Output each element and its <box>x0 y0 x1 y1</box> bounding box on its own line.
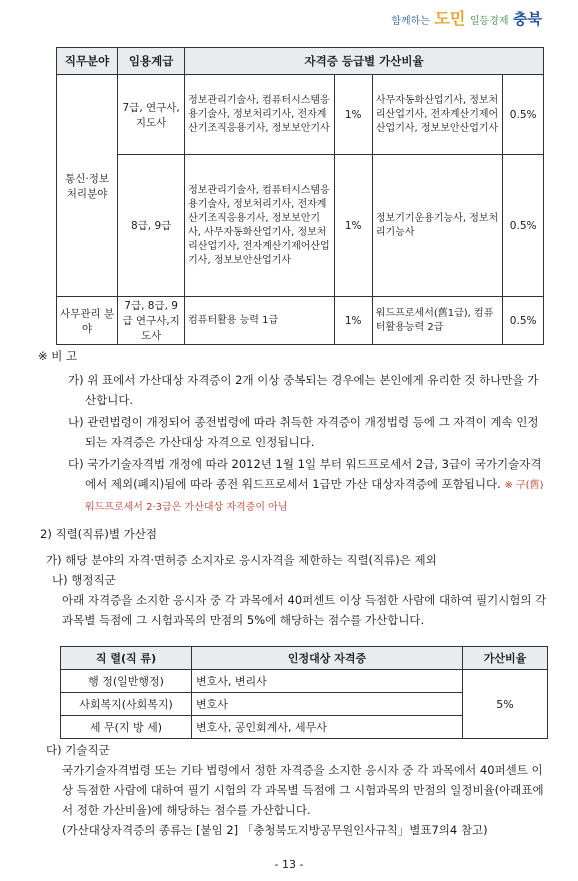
certs-cell: 변호사 <box>192 693 463 716</box>
note-item: 다) 국가기술자격법 개정에 따라 2012년 1월 1일 부터 워드프로세서 2급, 3급이 국가기술자격에서 제외(폐지)됨에 따라 종전 워드프로세서 1급만 가산 대상자격증에 포함됩니다. ※ 구(舊) 워드프로세서 2·3급은 가산대상 자격증이 아님 <box>68 457 544 513</box>
col-header-job: 직 렬(직 류) <box>61 647 192 670</box>
certs-cell: 변호사, 공인회계사, 세무사 <box>192 716 463 739</box>
certs-cell: 변호사, 변리사 <box>192 670 463 693</box>
section-text: 아래 자격증을 소지한 응시자 중 각 과목에서 40퍼센트 이상 득점한 사람에 대하여 필기시험의 각 과목별 득점에 그 시험과목의 만점의 5%에 해당하는 점수를 가산합니다. <box>62 593 547 627</box>
admin-cert-table <box>60 646 548 739</box>
rate-cell: 1% <box>334 297 372 345</box>
col-header-field: 직무분야 <box>57 48 118 75</box>
table-row <box>61 670 548 693</box>
section-item: 가) 해당 분야의 자격·면허증 소지자로 응시자격을 제한하는 직렬(직류)은 제외 <box>46 553 437 567</box>
notes-section <box>38 346 548 520</box>
section-item: 다) 기술직군 <box>46 743 110 757</box>
job-cell: 사회복지(사회복지) <box>61 693 192 716</box>
page-number: - 13 - <box>274 858 304 871</box>
section-title: 2) 직렬(직류)별 가산점 <box>40 527 157 541</box>
field-cell: 통신·정보 처리분야 <box>57 75 118 297</box>
reference-text: (가산대상자격증의 종류는 [붙임 2] 「충청북도지방공무원인사규칙」별표7의4 참고) <box>62 823 488 837</box>
certificate-table <box>56 47 544 345</box>
rate-cell: 1% <box>334 155 372 297</box>
certs-cell: 사무자동화산업기사, 정보처리산업기사, 전자계산기제어산업기사, 정보보안산업기사 <box>372 75 502 155</box>
section-3 <box>40 740 550 840</box>
section-text: 국가기술자격법령 또는 기타 법령에서 정한 자격증을 소지한 응시자 중 각 과목에서 40퍼센트 이상 득점한 사람에 대하여 필기 시험의 각 과목별 득점에 그 시험과목의 만점의 일정비율(아래표에서 정한 가산비율)에 해당하는 점수를 가산합니다. <box>62 763 544 817</box>
rate-cell: 1% <box>334 75 372 155</box>
section-2 <box>40 524 550 630</box>
col-header-grade: 임용계급 <box>118 48 185 75</box>
field-cell: 사무관리 분 야 <box>57 297 118 345</box>
certs-cell: 정보관리기술사, 컴퓨터시스템응용기술사, 정보처리기사, 전자계산기조직응용기사, 정보보안기사 <box>185 75 334 155</box>
rate-cell: 0.5% <box>503 297 544 345</box>
col-header-rate: 가산비율 <box>463 647 548 670</box>
certs-cell: 정보관리기술사, 컴퓨터시스템응용기술사, 정보처리기사, 전자계산기조직응용기사, 정보보안기사, 사무자동화산업기사, 정보처리산업기사, 전자계산기제어산업기사, 정보보안산업기사 <box>185 155 334 297</box>
grade-cell: 7급, 8급, 9급 연구사,지도사 <box>118 297 185 345</box>
certs-cell: 워드프로세서(舊1급), 컴퓨터활용능력 2급 <box>372 297 502 345</box>
certs-cell: 컴퓨터활용 능력 1급 <box>185 297 334 345</box>
notes-heading: ※ 비 고 <box>38 349 78 363</box>
rate-cell: 0.5% <box>503 155 544 297</box>
note-item: 나) 관련법령이 개정되어 종전법령에 따라 취득한 자격증이 개정법령 등에 그 자격이 계속 인정되는 자격증은 가산대상 자격으로 인정됩니다. <box>68 415 539 449</box>
note-item: 가) 위 표에서 가산대상 자격증이 2개 이상 중복되는 경우에는 본인에게 유리한 것 하나만을 가산합니다. <box>68 373 539 407</box>
grade-cell: 8급, 9급 <box>118 155 185 297</box>
job-cell: 행 정(일반행정) <box>61 670 192 693</box>
col-header-certs: 인정대상 자격증 <box>192 647 463 670</box>
job-cell: 세 무(지 방 세) <box>61 716 192 739</box>
red-note: ※ 구(舊) 워드프로세서 2·3급은 가산대상 자격증이 아님 <box>85 480 544 513</box>
col-header-rates: 자격증 등급별 가산비율 <box>185 48 544 75</box>
header-logo: 함께하는 도민 일등경제 충북 <box>391 9 542 28</box>
table-row <box>57 75 544 155</box>
table-row <box>57 155 544 297</box>
grade-cell: 7급, 연구사, 지도사 <box>118 75 185 155</box>
table-row <box>57 297 544 345</box>
rate-cell: 0.5% <box>503 75 544 155</box>
rate-cell: 5% <box>463 670 548 739</box>
section-item: 나) 행정직군 <box>52 573 116 587</box>
certs-cell: 정보기기운용기능사, 정보처리기능사 <box>372 155 502 297</box>
